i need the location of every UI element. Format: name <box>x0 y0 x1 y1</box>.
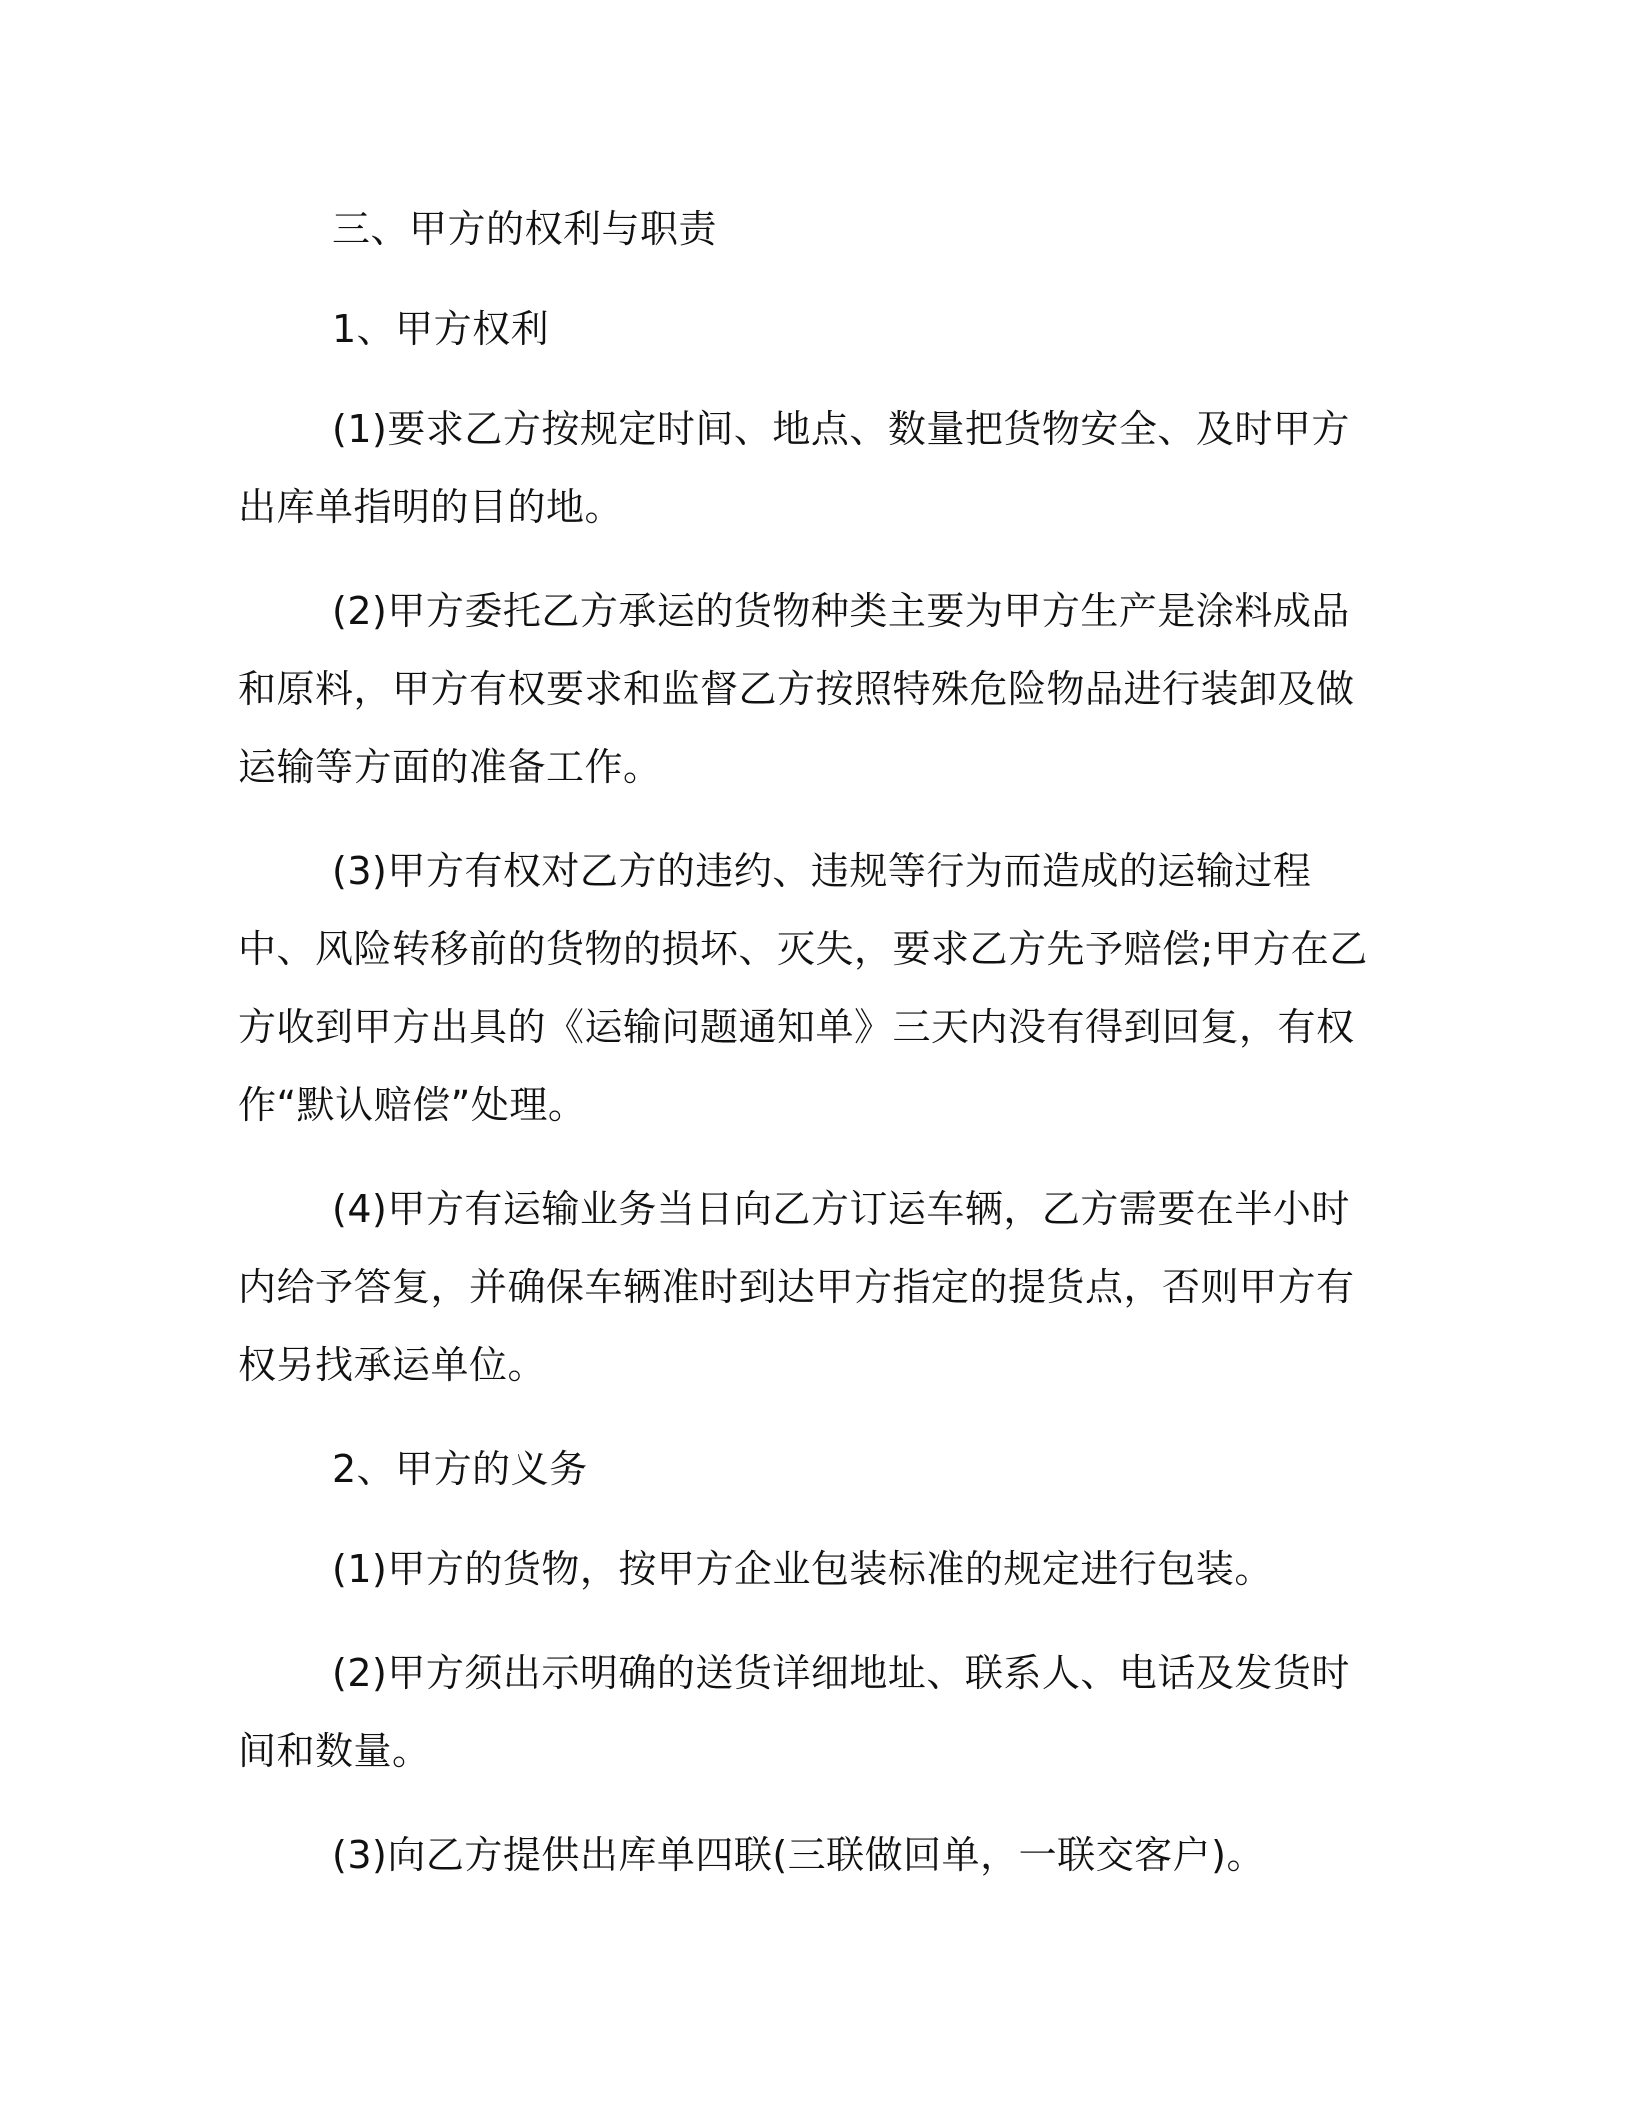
subsection-title-rights: 1、甲方权利 <box>332 307 550 351</box>
subsection-title-obligations: 2、甲方的义务 <box>332 1447 588 1491</box>
obligations-item-3: (3)向乙方提供出库单四联(三联做回单，一联交客户)。 <box>332 1833 1265 1877</box>
section-title: 三、甲方的权利与职责 <box>332 207 718 251</box>
obligations-item-1: (1)甲方的货物，按甲方企业包装标准的规定进行包装。 <box>332 1547 1273 1591</box>
document-body <box>238 190 1388 1920</box>
rights-item-2: (2)甲方委托乙方承运的货物种类主要为甲方生产是涂料成品和原料，甲方有权要求和监督乙方按照特殊危险物品进行装卸及做运输等方面的准备工作。 <box>238 589 1355 789</box>
obligations-item-2: (2)甲方须出示明确的送货详细地址、联系人、电话及发货时间和数量。 <box>238 1651 1350 1773</box>
rights-item-4: (4)甲方有运输业务当日向乙方订运车辆，乙方需要在半小时内给予答复，并确保车辆准时到达甲方指定的提货点，否则甲方有权另找承运单位。 <box>238 1187 1355 1387</box>
rights-item-3: (3)甲方有权对乙方的违约、违规等行为而造成的运输过程中、风险转移前的货物的损坏、灭失，要求乙方先予赔偿;甲方在乙方收到甲方出具的《运输问题通知单》三天内没有得到回复，有权作“默认赔偿”处理。 <box>238 849 1368 1127</box>
rights-item-1: (1)要求乙方按规定时间、地点、数量把货物安全、及时甲方出库单指明的目的地。 <box>238 407 1350 529</box>
